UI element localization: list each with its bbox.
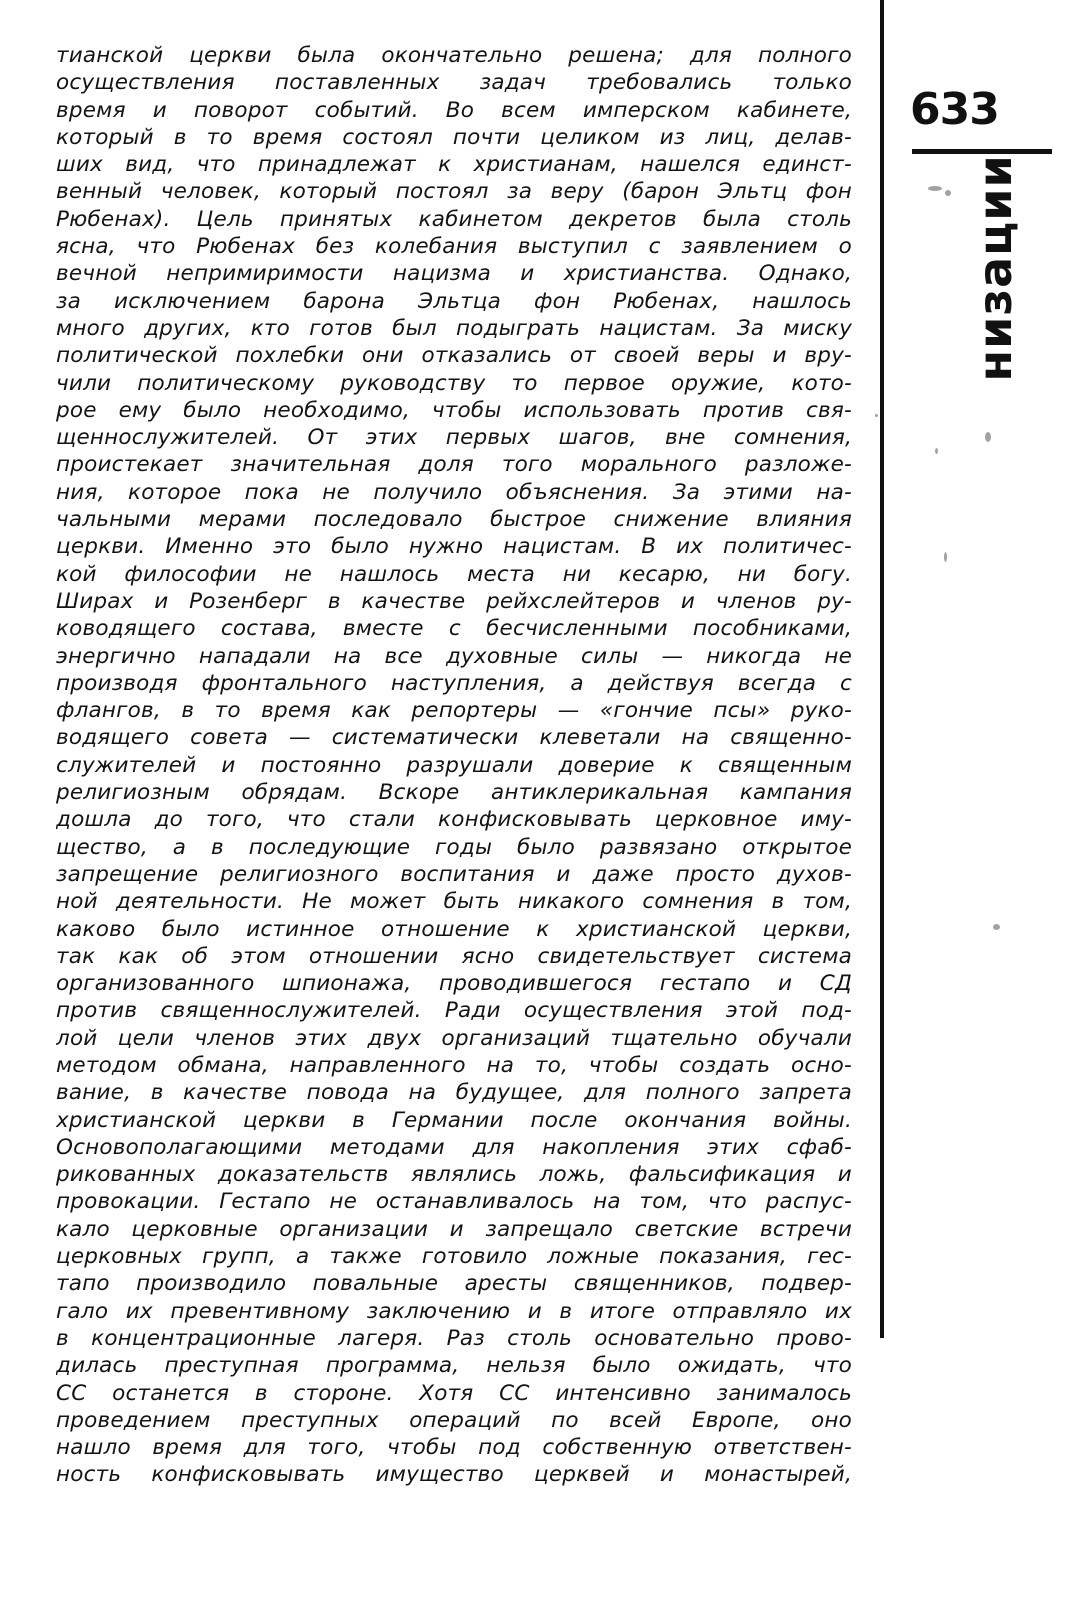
- text-line: нашло время для того, чтобы под собственную ответствен-: [56, 1435, 852, 1461]
- text-line: политической похлебки они отказались от своей веры и вру-: [56, 343, 852, 369]
- text-line: Ширах и Розенберг в качестве рейхслейтеров и членов ру-: [56, 588, 852, 614]
- text-line: гало их превентивному заключению и в итоге отправляло их: [56, 1298, 852, 1324]
- scan-speck: [928, 186, 942, 191]
- text-line: запрещение религиозного воспитания и даже просто духов-: [56, 861, 852, 887]
- body-text: [56, 42, 852, 1489]
- page-number-underline: [912, 149, 1052, 154]
- text-line: щество, а в последующие годы было развязано открытое: [56, 834, 852, 860]
- text-line: тапо производило повальные аресты священников, подвер-: [56, 1271, 852, 1297]
- text-line: служителей и постоянно разрушали доверие к священным: [56, 752, 852, 778]
- text-line: организованного шпионажа, проводившегося гестапо и СД: [56, 971, 852, 997]
- running-head-text: низации: [968, 154, 1022, 382]
- text-line: проведением преступных операций по всей Европе, оно: [56, 1407, 852, 1433]
- text-line: против священнослужителей. Ради осуществления этой под-: [56, 998, 852, 1024]
- text-line: религиозным обрядам. Вскоре антиклерикальная кампания: [56, 780, 852, 806]
- text-line: провокации. Гестапо не останавливалось на том, что распус-: [56, 1189, 852, 1215]
- text-line: чили политическому руководству то первое оружие, кото-: [56, 370, 852, 396]
- text-line: христианской церкви в Германии после окончания войны.: [56, 1107, 852, 1133]
- text-line: так как об этом отношении ясно свидетельствует система: [56, 943, 852, 969]
- text-line: время и поворот событий. Во всем имперском кабинете,: [56, 97, 852, 123]
- text-line: проистекает значительная доля того морального разложе-: [56, 452, 852, 478]
- text-line: вечной непримиримости нацизма и христианства. Однако,: [56, 261, 852, 287]
- scan-speck: [944, 552, 947, 562]
- text-line: ния, которое пока не получило объяснения. За этими на-: [56, 479, 852, 505]
- text-line: флангов, в то время как репортеры — «гончие псы» руко-: [56, 698, 852, 724]
- text-line: рое ему было необходимо, чтобы использовать против свя-: [56, 397, 852, 423]
- text-line: энергично нападали на все духовные силы — никогда не: [56, 643, 852, 669]
- text-line: водящего совета — систематически клеветали на священно-: [56, 725, 852, 751]
- text-line: церкви. Именно это было нужно нацистам. В их политичес-: [56, 534, 852, 560]
- text-line: Рюбенах). Цель принятых кабинетом декретов была столь: [56, 206, 852, 232]
- text-line: ководящего состава, вместе с бесчисленными пособниками,: [56, 616, 852, 642]
- text-line: ших вид, что принадлежат к христианам, нашелся единст-: [56, 152, 852, 178]
- text-line: ность конфисковывать имущество церквей и монастырей,: [56, 1462, 852, 1488]
- text-line: осуществления поставленных задач требовались только: [56, 70, 852, 96]
- text-line: дошла до того, что стали конфисковывать церковное иму-: [56, 807, 852, 833]
- text-line: лой цели членов этих двух организаций тщательно обучали: [56, 1025, 852, 1051]
- scan-speck: [985, 432, 991, 442]
- text-line: Основополагающими методами для накопления этих сфаб-: [56, 1134, 852, 1160]
- text-line: венный человек, который постоял за веру (барон Эльтц фон: [56, 179, 852, 205]
- text-line: кало церковные организации и запрещало светские встречи: [56, 1216, 852, 1242]
- text-line: ясна, что Рюбенах без колебания выступил с заявлением о: [56, 234, 852, 260]
- scan-speck: [935, 448, 938, 454]
- running-head: [960, 154, 1030, 382]
- text-line: кой философии не нашлось места ни кесарю, ни богу.: [56, 561, 852, 587]
- scan-speck: [875, 414, 878, 417]
- text-line: много других, кто готов был подыграть нацистам. За миску: [56, 315, 852, 341]
- scan-speck: [945, 190, 951, 196]
- text-line: церковных групп, а также готовило ложные показания, гес-: [56, 1244, 852, 1270]
- scan-speck: [993, 924, 1000, 930]
- text-line: дилась преступная программа, нельзя было ожидать, что: [56, 1353, 852, 1379]
- text-line: щеннослужителей. От этих первых шагов, вне сомнения,: [56, 425, 852, 451]
- text-line: чальными мерами последовало быстрое снижение влияния: [56, 507, 852, 533]
- text-line: за исключением барона Эльтца фон Рюбенах, нашлось: [56, 288, 852, 314]
- text-line: каково было истинное отношение к христианской церкви,: [56, 916, 852, 942]
- margin-rule-vertical: [880, 0, 884, 1338]
- text-line: вание, в качестве повода на будущее, для полного запрета: [56, 1080, 852, 1106]
- text-line: который в то время состоял почти целиком из лиц, делав-: [56, 124, 852, 150]
- text-line: тианской церкви была окончательно решена; для полного: [56, 43, 852, 68]
- text-line: методом обмана, направленного на то, чтобы создать осно-: [56, 1052, 852, 1078]
- text-line: СС останется в стороне. Хотя СС интенсивно занималось: [56, 1380, 852, 1406]
- text-line: производя фронтального наступления, а действуя всегда с: [56, 670, 852, 696]
- text-line: в концентрационные лагеря. Раз столь основательно прово-: [56, 1325, 852, 1351]
- page-number: 633: [910, 84, 999, 135]
- text-line: ной деятельности. Не может быть никакого сомнения в том,: [56, 889, 852, 915]
- text-line: рикованных доказательств являлись ложь, фальсификация и: [56, 1162, 852, 1188]
